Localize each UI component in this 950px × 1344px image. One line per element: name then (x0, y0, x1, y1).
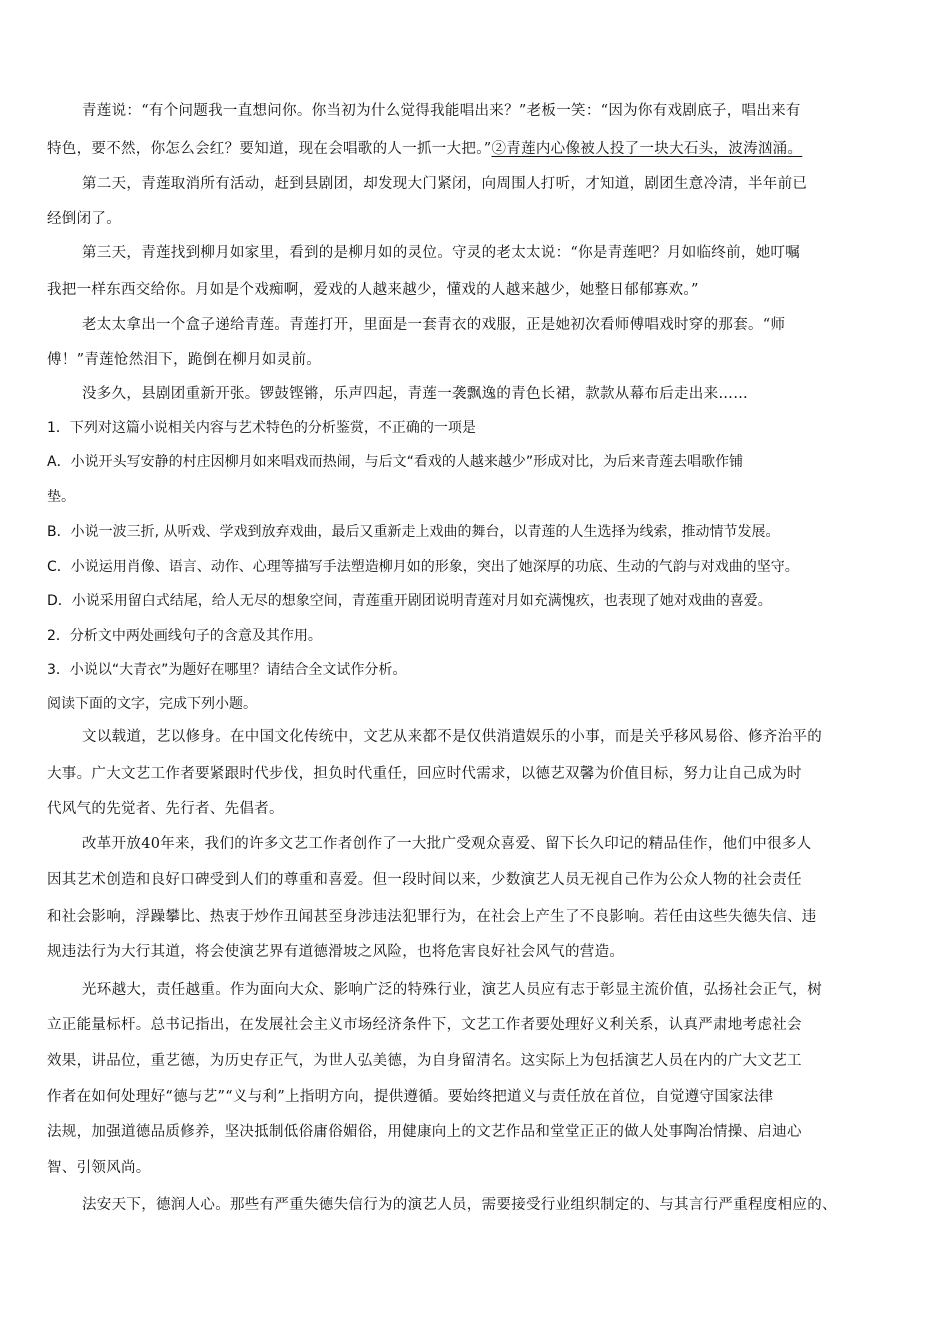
story-line: 第三天，青莲找到柳月如家里，看到的是柳月如的灵位。守灵的老太太说：“你是青莲吧？月如临终前，她叮嘱 (82, 245, 801, 261)
option-b: B．小说一波三折, 从听戏、学戏到放弃戏曲，最后又重新走上戏曲的舞台，以青莲的人生选择为线索，推动情节发展。 (47, 524, 780, 540)
story-line: 第二天，青莲取消所有活动，赶到县剧团，却发现大门紧闭，向周围人打听，才知道，剧团生意冷清，半年前已 (82, 176, 808, 192)
option-d: D．小说采用留白式结尾，给人无尽的想象空间，青莲重开剧团说明青莲对月如充满愧疚，也表现了她对戏曲的喜爱。 (47, 593, 772, 609)
question-3: 3．小说以“大青衣”为题好在哪里？请结合全文试作分析。 (47, 662, 407, 678)
story-line (47, 139, 802, 159)
essay-line: 立正能量标杆。总书记指出，在发展社会主义市场经济条件下，文艺工作者要处理好义利关系，认真严肃地考虑社会 (47, 1017, 802, 1033)
essay-line: 和社会影响，浮躁攀比、热衷于炒作丑闻甚至身涉违法犯罪行为，在社会上产生了不良影响。若任由这些失德失信、违 (47, 909, 817, 925)
reading-intro: 阅读下面的文字，完成下列小题。 (47, 696, 257, 712)
option-a: A．小说开头写安静的村庄因柳月如来唱戏而热闹，与后文“看戏的人越来越少”形成对比，为后来青莲去唱歌作铺 (47, 454, 744, 470)
question-1: 1．下列对这篇小说相关内容与艺术特色的分析鉴赏，不正确的一项是 (47, 420, 476, 436)
option-c: C．小说运用肖像、语言、动作、心理等描写手法塑造柳月如的形象，突出了她深厚的功底、生动的气韵与对戏曲的坚守。 (47, 559, 799, 575)
essay-line: 因其艺术创造和良好口碑受到人们的尊重和喜爱。但一段时间以来，少数演艺人员无视自己作为公众人物的社会责任 (47, 872, 802, 888)
story-line: 老太太拿出一个盒子递给青莲。青莲打开，里面是一套青衣的戏服，正是她初次看师傅唱戏时穿的那套。“师 (82, 317, 786, 333)
story-line: 青莲说：“有个问题我一直想问你。你当初为什么觉得我能唱出来？”老板一笑：“因为你有戏剧底子，唱出来有 (82, 103, 801, 119)
essay-line: 代风气的先觉者、先行者、先倡者。 (47, 801, 284, 817)
essay-line: 光环越大，责任越重。作为面向大众、影响广泛的特殊行业，演艺人员应有志于彰显主流价值，弘扬社会正气，树 (82, 982, 822, 998)
question-2: 2．分析文中两处画线句子的含意及其作用。 (47, 628, 322, 644)
story-line: 我把一样东西交给你。月如是个戏痴啊，爱戏的人越来越少，懂戏的人越来越少，她整日郁郁寡欢。” (47, 282, 699, 298)
essay-line: 改革开放40年来，我们的许多文艺工作者创作了一大批广受观众喜爱、留下长久印记的精品佳作，他们中很多人 (82, 836, 812, 852)
story-text: 特色，要不然，你怎么会红？要知道，现在会唱歌的人一抓一大把。” (47, 141, 492, 157)
underlined-sentence-2: ②青莲内心像被人投了一块大石头，波涛汹涌。 (491, 141, 803, 157)
essay-line: 大事。广大文艺工作者要紧跟时代步伐，担负时代重任，回应时代需求，以德艺双馨为价值目标，努力让自己成为时 (47, 766, 802, 782)
essay-line: 作者在如何处理好“德与艺”“义与利”上指明方向，提供遵循。要始终把道义与责任放在首位，自觉遵守国家法律 (47, 1089, 774, 1105)
essay-line: 效果，讲品位，重艺德，为历史存正气，为世人弘美德，为自身留清名。这实际上为包括演艺人员在内的广大文艺工 (47, 1053, 802, 1069)
story-line: 经倒闭了。 (47, 211, 121, 227)
essay-line: 智、引领风尚。 (47, 1160, 151, 1176)
story-line: 没多久，县剧团重新开张。锣鼓铿锵，乐声四起，青莲一袭飘逸的青色长裙，款款从幕布后走出来…… (82, 386, 748, 402)
essay-line: 文以载道，艺以修身。在中国文化传统中，文艺从来都不是仅供消遣娱乐的小事，而是关乎移风易俗、修齐治平的 (82, 729, 822, 745)
option-a-cont: 垫。 (47, 489, 75, 505)
essay-line: 规违法行为大行其道，将会使演艺界有道德滑坡之风险，也将危害良好社会风气的营造。 (47, 944, 625, 960)
story-line: 傅！”青莲怆然泪下，跪倒在柳月如灵前。 (47, 352, 322, 368)
essay-line: 法规，加强道德品质修养，坚决抵制低俗庸俗媚俗，用健康向上的文艺作品和堂堂正正的做人处事陶冶情操、启迪心 (47, 1124, 802, 1140)
essay-line: 法安天下，德润人心。那些有严重失德失信行为的演艺人员，需要接受行业组织制定的、与其言行严重程度相应的、 (82, 1197, 837, 1213)
